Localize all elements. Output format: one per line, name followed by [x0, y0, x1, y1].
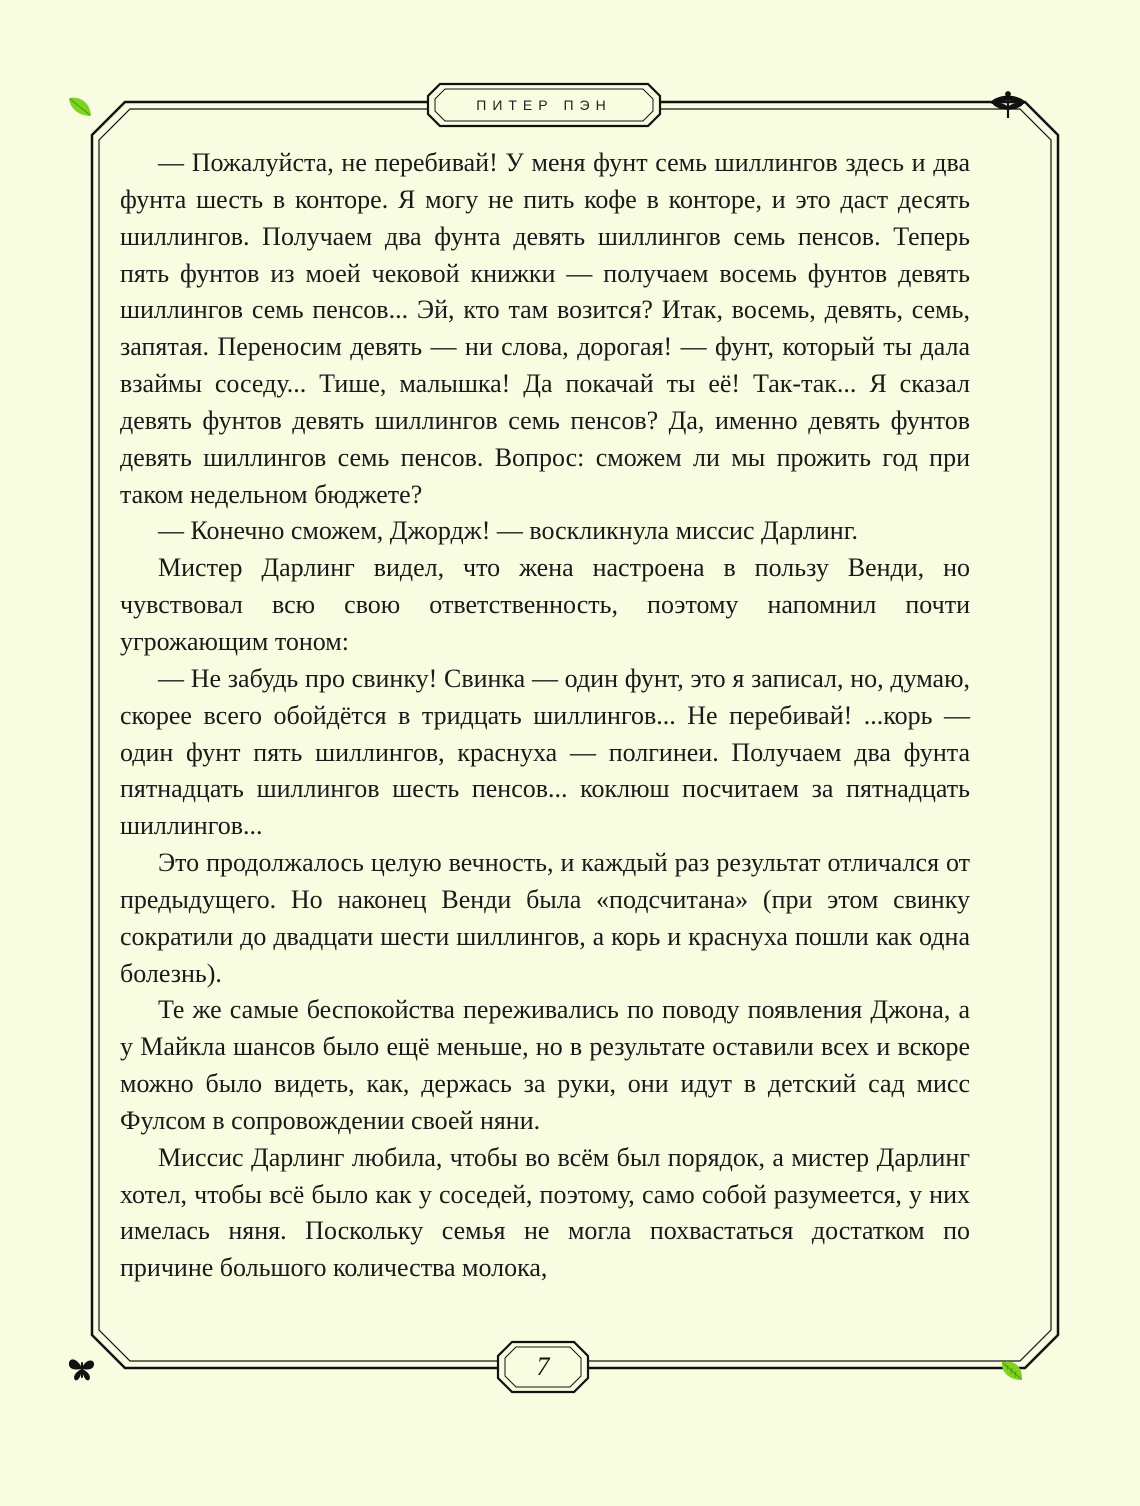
- page-body-text: [120, 145, 970, 1287]
- dragonfly-icon: [990, 90, 1026, 120]
- paragraph: — Конечно сможем, Джордж! — воскликнула миссис Дарлинг.: [158, 516, 858, 546]
- paragraph: Мистер Дарлинг видел, что жена настроена в пользу Венди, но чувствовал всю свою ответственность, поэтому напомнил почти угрожающим тоном:: [120, 553, 970, 656]
- paragraph: — Не забудь про свинку! Свинка — один фунт, это я записал, но, думаю, скорее всего обойдётся в тридцать шиллингов... Не перебивай! ...корь — один фунт пять шиллингов, краснуха — полгинеи. Получаем два фунта пятнадцать шиллингов шесть пенсов... коклюш посчитаем за пятнадцать шиллингов...: [120, 663, 970, 841]
- page-number: 7: [536, 1352, 550, 1381]
- butterfly-icon: [66, 1354, 98, 1384]
- leaf-icon: [66, 94, 94, 120]
- paragraph: Это продолжалось целую вечность, и каждый раз результат отличался от предыдущего. Но наконец Венди была «подсчитана» (при этом свинку сократили до двадцати шести шиллингов, а корь и краснуха пошли как одна болезнь).: [120, 848, 970, 988]
- paragraph: — Пожалуйста, не перебивай! У меня фунт семь шиллингов здесь и два фунта шесть в конторе. Я могу не пить кофе в конторе, и это даст десять шиллингов. Получаем два фунта девять шиллингов семь пенсов. Теперь пять фунтов из моей чековой книжки — получаем восемь фунтов девять шиллингов семь пенсов... Эй, кто там возится? Итак, восемь, девять, семь, запятая. Переносим девять — ни слова, дорогая! — фунт, который ты дала взаймы соседу... Тише, малышка! Да покачай ты её! Так-так... Я сказал девять фунтов девять шиллингов семь пенсов? Да, именно девять фунтов девять шиллингов семь пенсов. Вопрос: сможем ли мы прожить год при таком недельном бюджете?: [120, 148, 970, 509]
- paragraph: Миссис Дарлинг любила, чтобы во всём был порядок, а мистер Дарлинг хотел, чтобы всё было как у соседей, поэтому, само собой разумеется, у них имелась няня. Поскольку семья не могла похвастаться достатком по причине большого количества молока,: [120, 1142, 970, 1283]
- paragraph: Те же самые беспокойства переживались по поводу появления Джона, а у Майкла шансов было ещё меньше, но в результате оставили всех и вскоре можно было видеть, как, держась за руки, они идут в детский сад мисс Фулсом в сопровождении своей няни.: [120, 995, 970, 1135]
- leaf-icon: [998, 1356, 1026, 1384]
- running-header-title: ПИТЕР ПЭН: [476, 97, 612, 113]
